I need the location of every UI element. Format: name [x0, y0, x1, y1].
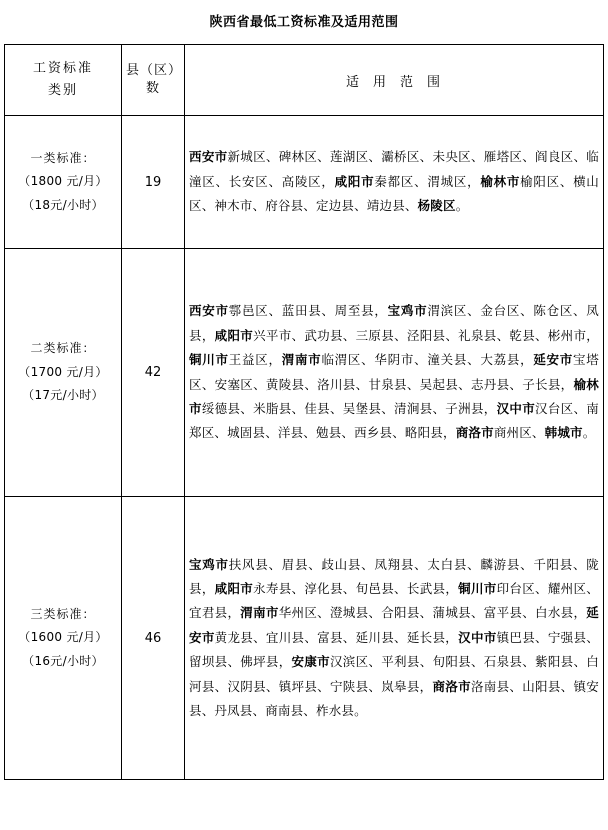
table-header	[5, 45, 604, 116]
tier-name: 三类标准：	[30, 606, 96, 621]
table-body	[5, 116, 604, 780]
table-row	[5, 249, 604, 497]
row-scope-tier1: 西安市新城区、碑林区、莲湖区、灞桥区、未央区、雁塔区、阎良区、临潼区、长安区、高陵区，咸阳市秦都区、渭城区，榆林市榆阳区、横山区、神木市、府谷县、定边县、靖边县、杨陵区。	[185, 116, 604, 249]
minimum-wage-table	[4, 44, 604, 780]
document-page	[0, 11, 608, 830]
tier-name: 二类标准：	[30, 341, 96, 356]
column-header-count-line2: 数	[145, 81, 160, 96]
tier-monthly-rate: （1700 元/月）	[18, 364, 108, 379]
column-header-category	[5, 45, 122, 116]
tier-monthly-rate: （1600 元/月）	[18, 630, 108, 645]
row-category-tier3	[5, 497, 122, 780]
column-header-scope-label: 适用范围	[345, 74, 454, 90]
page-title: 陕西省最低工资标准及适用范围	[209, 15, 399, 30]
column-header-scope	[185, 45, 604, 116]
tier-monthly-rate: （1800 元/月）	[18, 174, 108, 189]
column-header-count	[122, 45, 185, 116]
table-row	[5, 116, 604, 249]
row-scope-tier2: 西安市鄠邑区、蓝田县、周至县，宝鸡市渭滨区、金台区、陈仓区、凤县，咸阳市兴平市、武功县、三原县、泾阳县、礼泉县、乾县、彬州市，铜川市王益区，渭南市临渭区、华阴市、潼关县、大荔县，延安市宝塔区、安塞区、黄陵县、洛川县、甘泉县、吴起县、志丹县、子长县，榆林市绥德县、米脂县、佳县、吴堡县、清涧县、子洲县，汉中市汉台区、南郑区、城固县、洋县、勉县、西乡县、略阳县，商洛市商州区、韩城市。	[185, 249, 604, 497]
tier-name: 一类标准：	[30, 150, 96, 165]
column-header-count-line1: 县（区）	[126, 63, 183, 79]
tier-hourly-rate: （18元/小时）	[22, 197, 104, 212]
table-header-row	[5, 45, 604, 116]
tier-hourly-rate: （17元/小时）	[22, 388, 104, 403]
row-count-tier3: 46	[122, 497, 185, 780]
row-scope-tier3: 宝鸡市扶风县、眉县、歧山县、凤翔县、太白县、麟游县、千阳县、陇县，咸阳市永寿县、淳化县、旬邑县、长武县，铜川市印台区、耀州区、宜君县，渭南市华州区、澄城县、合阳县、蒲城县、富平县、白水县，延安市黄龙县、宜川县、富县、延川县、延长县，汉中市镇巴县、宁强县、留坝县、佛坪县，安康市汉滨区、平利县、旬阳县、石泉县、紫阳县、白河县、汉阴县、镇坪县、宁陕县、岚皋县，商洛市洛南县、山阳县、镇安县、丹凤县、商南县、柞水县。	[185, 497, 604, 780]
tier-hourly-rate: （16元/小时）	[22, 653, 104, 668]
row-category-tier2	[5, 249, 122, 497]
row-count-tier1: 19	[122, 116, 185, 249]
row-category-tier1	[5, 116, 122, 249]
column-header-category-line2: 类别	[47, 83, 78, 98]
table-row	[5, 497, 604, 780]
row-count-tier2: 42	[122, 249, 185, 497]
column-header-category-line1: 工资标准	[32, 60, 93, 76]
